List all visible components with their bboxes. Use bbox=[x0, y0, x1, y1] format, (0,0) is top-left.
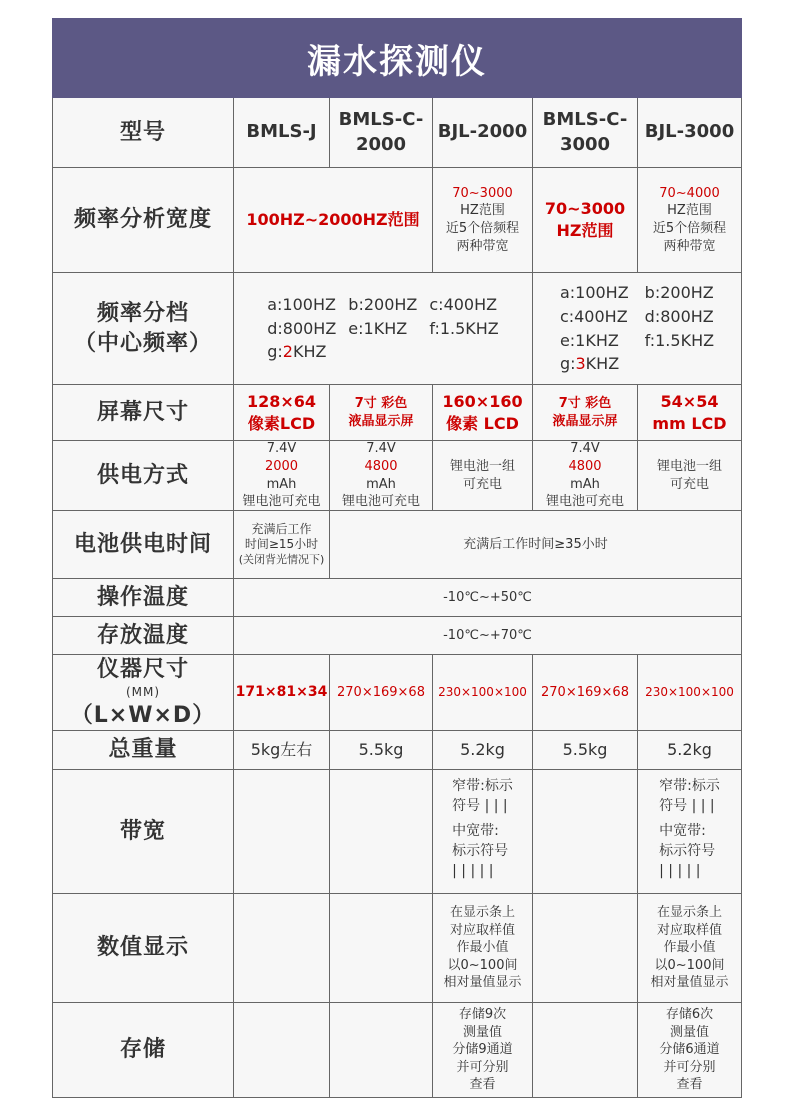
header-value-display: 数值显示 bbox=[52, 894, 234, 1003]
weight-bmls-c-2000: 5.5kg bbox=[330, 731, 433, 770]
bandwidth-bmls-j bbox=[234, 770, 330, 894]
model-bmls-c-2000: BMLS-C- 2000 bbox=[330, 98, 433, 168]
op-temp-value: -10℃~+50℃ bbox=[234, 579, 742, 617]
model-bjl-3000: BJL-3000 bbox=[638, 98, 742, 168]
power-bjl-3000: 锂电池一组 可充电 bbox=[638, 441, 742, 511]
spec-table bbox=[52, 18, 742, 1098]
header-screen: 屏幕尺寸 bbox=[52, 385, 234, 441]
battery-time-bmls-j: 充满后工作 时间≥15小时 (关闭背光情况下) bbox=[234, 511, 330, 579]
screen-bjl-3000: 54×54 mm LCD bbox=[638, 385, 742, 441]
freq-range-bjl-2000: 70~3000 HZ范围 近5个倍频程 两种带宽 bbox=[433, 168, 533, 273]
screen-bmls-c-2000: 7寸 彩色 液晶显示屏 bbox=[330, 385, 433, 441]
freq-range-bmls-c-3000: 70~3000 HZ范围 bbox=[533, 168, 638, 273]
header-op-temp: 操作温度 bbox=[52, 579, 234, 617]
size-bmls-j: 171×81×34 bbox=[234, 655, 330, 731]
freq-bands-2000-series: a:100HZ b:200HZ c:400HZ d:800HZ e:1KHZ f:1.5KHZ g:2KHZ bbox=[234, 273, 533, 385]
storage-bmls-j bbox=[234, 1003, 330, 1098]
bandwidth-bjl-3000: 窄带:标示 符号 | | | 中宽带: 标示符号 | | | | | bbox=[638, 770, 742, 894]
storage-bjl-3000: 存储6次 测量值 分储6通道 并可分别 查看 bbox=[638, 1003, 742, 1098]
header-storage: 存储 bbox=[52, 1003, 234, 1098]
header-weight: 总重量 bbox=[52, 731, 234, 770]
value-display-bmls-j bbox=[234, 894, 330, 1003]
size-bmls-c-2000: 270×169×68 bbox=[330, 655, 433, 731]
power-bmls-c-3000: 7.4V 4800 mAh 锂电池可充电 bbox=[533, 441, 638, 511]
storage-bmls-c-3000 bbox=[533, 1003, 638, 1098]
value-display-bjl-3000: 在显示条上 对应取样值 作最小值 以0~100间 相对量值显示 bbox=[638, 894, 742, 1003]
header-store-temp: 存放温度 bbox=[52, 617, 234, 655]
weight-bmls-j: 5kg左右 bbox=[234, 731, 330, 770]
header-freq-range: 频率分析宽度 bbox=[52, 168, 234, 273]
bandwidth-bmls-c-2000 bbox=[330, 770, 433, 894]
storage-bjl-2000: 存储9次 测量值 分储9通道 并可分别 查看 bbox=[433, 1003, 533, 1098]
screen-bjl-2000: 160×160 像素 LCD bbox=[433, 385, 533, 441]
value-display-bmls-c-3000 bbox=[533, 894, 638, 1003]
power-bjl-2000: 锂电池一组 可充电 bbox=[433, 441, 533, 511]
model-bmls-c-3000: BMLS-C- 3000 bbox=[533, 98, 638, 168]
header-bandwidth: 带宽 bbox=[52, 770, 234, 894]
size-bjl-3000: 230×100×100 bbox=[638, 655, 742, 731]
store-temp-value: -10℃~+70℃ bbox=[234, 617, 742, 655]
freq-range-merged: 100HZ~2000HZ范围 bbox=[234, 168, 433, 273]
storage-bmls-c-2000 bbox=[330, 1003, 433, 1098]
bandwidth-bmls-c-3000 bbox=[533, 770, 638, 894]
weight-bjl-3000: 5.2kg bbox=[638, 731, 742, 770]
screen-bmls-j: 128×64 像素LCD bbox=[234, 385, 330, 441]
size-bjl-2000: 230×100×100 bbox=[433, 655, 533, 731]
header-power: 供电方式 bbox=[52, 441, 234, 511]
header-battery-time: 电池供电时间 bbox=[52, 511, 234, 579]
power-bmls-c-2000: 7.4V 4800 mAh 锂电池可充电 bbox=[330, 441, 433, 511]
value-display-bjl-2000: 在显示条上 对应取样值 作最小值 以0~100间 相对量值显示 bbox=[433, 894, 533, 1003]
power-bmls-j: 7.4V 2000 mAh 锂电池可充电 bbox=[234, 441, 330, 511]
weight-bmls-c-3000: 5.5kg bbox=[533, 731, 638, 770]
value-display-bmls-c-2000 bbox=[330, 894, 433, 1003]
page-title: 漏水探测仪 bbox=[52, 18, 742, 98]
freq-range-bjl-3000: 70~4000 HZ范围 近5个倍频程 两种带宽 bbox=[638, 168, 742, 273]
freq-bands-3000-series: a:100HZ b:200HZ c:400HZ d:800HZ e:1KHZ f:1.5KHZ g:3KHZ bbox=[533, 273, 742, 385]
header-model: 型号 bbox=[52, 98, 234, 168]
screen-bmls-c-3000: 7寸 彩色 液晶显示屏 bbox=[533, 385, 638, 441]
battery-time-others: 充满后工作时间≥35小时 bbox=[330, 511, 742, 579]
bandwidth-bjl-2000: 窄带:标示 符号 | | | 中宽带: 标示符号 | | | | | bbox=[433, 770, 533, 894]
model-bmls-j: BMLS-J bbox=[234, 98, 330, 168]
header-freq-bands: 频率分档 （中心频率） bbox=[52, 273, 234, 385]
size-bmls-c-3000: 270×169×68 bbox=[533, 655, 638, 731]
model-bjl-2000: BJL-2000 bbox=[433, 98, 533, 168]
weight-bjl-2000: 5.2kg bbox=[433, 731, 533, 770]
header-size: 仪器尺寸 (MM) （L×W×D） bbox=[52, 655, 234, 731]
